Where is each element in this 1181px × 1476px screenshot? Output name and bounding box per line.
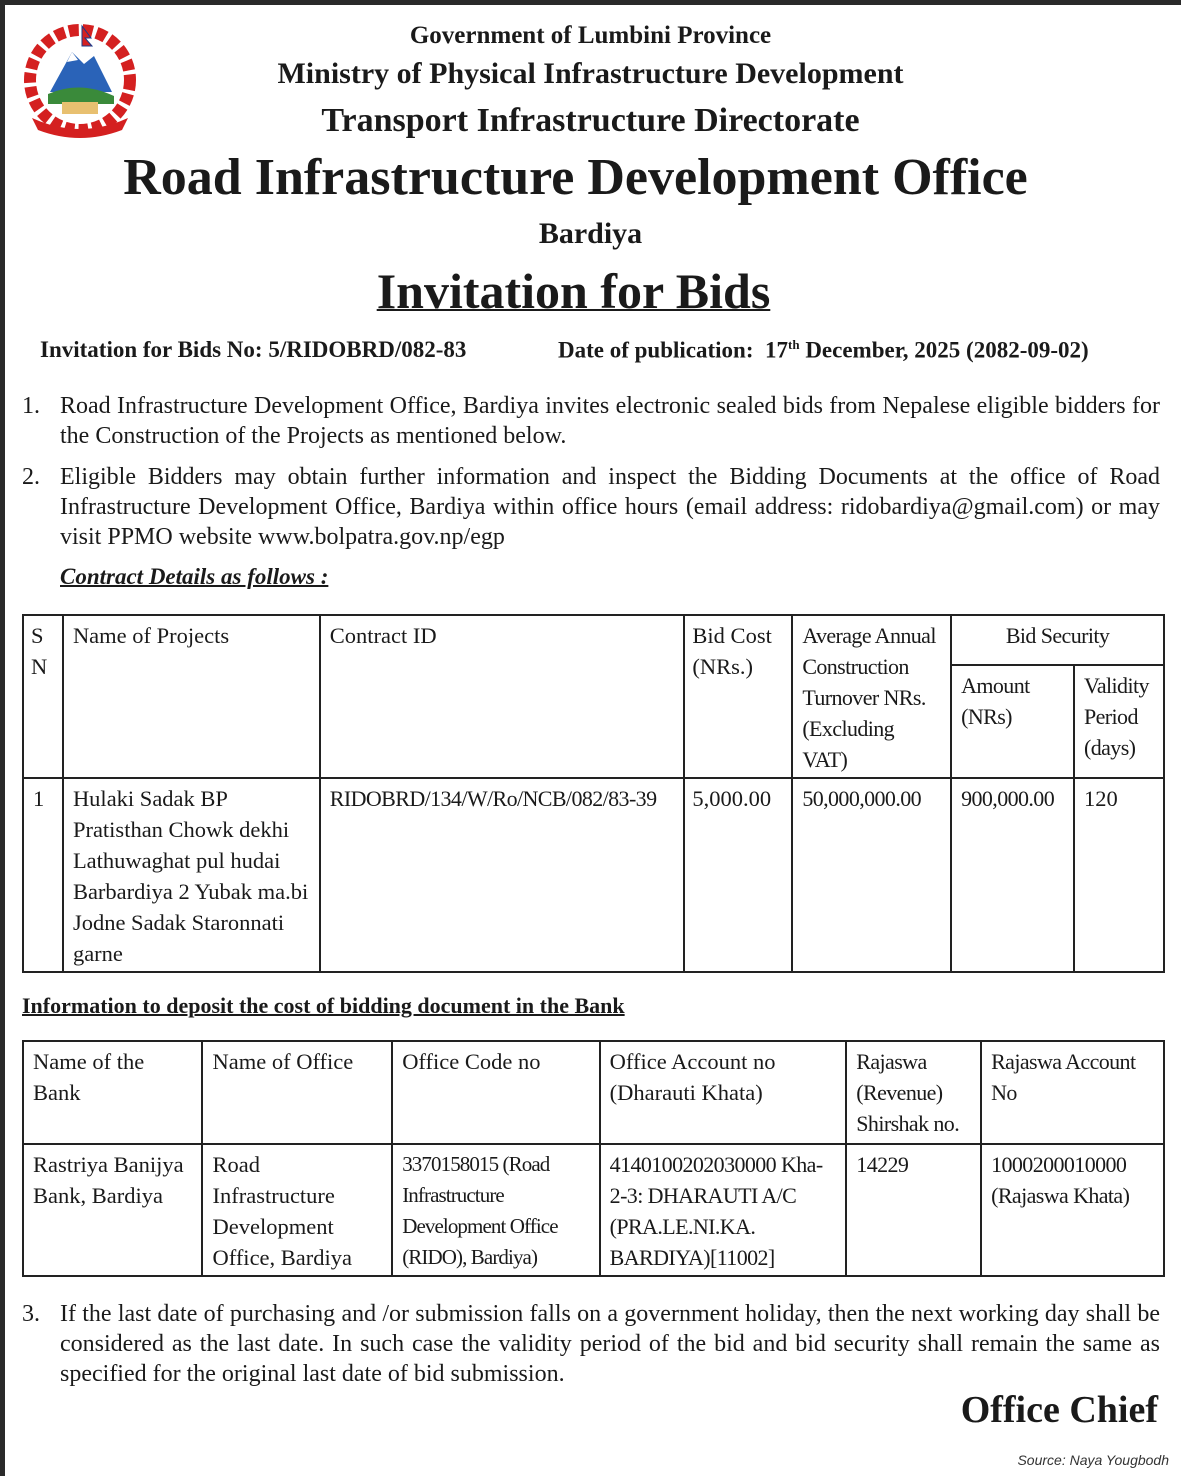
date-day: 17 (765, 337, 788, 363)
header-office-name: Name of Office (202, 1041, 392, 1144)
document-title (0, 262, 1164, 320)
title-text: Invitation for Bids (376, 263, 771, 319)
header-rajaswa-account: Rajaswa Account No (981, 1041, 1164, 1144)
header-bank-name: Name of the Bank (23, 1041, 202, 1144)
cell-office-code: 3370158015 (Road Infrastructure Development Office (RIDO), Bardiya) (392, 1144, 599, 1276)
date-suffix: th (788, 337, 800, 352)
header-contract-id: Contract ID (320, 615, 685, 778)
date-label: Date of publication: (558, 337, 754, 363)
header-project-name: Name of Projects (63, 615, 320, 778)
table-row (23, 778, 1164, 972)
cell-amount: 900,000.00 (951, 778, 1074, 972)
cell-rajaswa-account: 1000200010000 (Rajaswa Khata) (981, 1144, 1164, 1276)
frame-border-top (0, 0, 1181, 5)
ministry-name: Ministry of Physical Infrastructure Development (277, 57, 904, 90)
cell-bank-name: Rastriya Banijya Bank, Bardiya (23, 1144, 202, 1276)
office-location: Bardiya (538, 217, 643, 250)
directorate-name: Transport Infrastructure Directorate (321, 102, 860, 139)
paragraph-1-number: 1. (22, 393, 40, 419)
paragraph-3-number: 3. (22, 1301, 40, 1327)
paragraph-2-text: Eligible Bidders may obtain further information and inspect the Bidding Documents at the office of Road Infrastructure Development Office, Bardiya within office hours (email address: ridobardiya@gmail.com) or may visit PPMO website (60, 464, 1160, 550)
bank-table (22, 1040, 1165, 1277)
header-sn: S N (23, 615, 63, 778)
header-office-code: Office Code no (392, 1041, 599, 1144)
header-amount: Amount (NRs) (951, 665, 1074, 778)
cell-turnover: 50,000,000.00 (792, 778, 951, 972)
cell-bid-cost: 5,000.00 (684, 778, 792, 972)
contract-table (22, 614, 1165, 973)
bank-info-heading (22, 993, 625, 1019)
bank-heading-text: Information to deposit the cost of bidding document in the Bank (22, 993, 625, 1018)
cell-office-name: Road Infrastructure Development Office, Bardiya (202, 1144, 392, 1276)
source-credit: Source: Naya Yougbodh (1017, 1452, 1169, 1468)
cell-revenue-shirshak: 14229 (846, 1144, 981, 1276)
header-bid-cost: Bid Cost (NRs.) (684, 615, 792, 778)
header-bid-security: Bid Security (951, 615, 1164, 665)
cell-contract-id: RIDOBRD/134/W/Ro/NCB/082/83-39 (320, 778, 685, 972)
cell-project-name: Hulaki Sadak BP Pratisthan Chowk dekhi Lathuwaghat pul hudai Barbardiya 2 Yubak ma.bi Jodne Sadak Staronnati garne (63, 778, 320, 972)
contract-details-heading (60, 564, 328, 590)
paragraph-2 (60, 462, 1160, 552)
header-office-account: Office Account no (Dharauti Khata) (600, 1041, 847, 1144)
header-revenue-shirshak: Rajaswa (Revenue) Shirshak no. (846, 1041, 981, 1144)
ppmo-website-link[interactable]: www.bolpatra.gov.np/egp (258, 524, 505, 550)
bid-number: Invitation for Bids No: 5/RIDOBRD/082-83 (40, 337, 467, 362)
paragraph-2-number: 2. (22, 464, 40, 490)
table-row (23, 1144, 1164, 1276)
header-turnover: Average Annual Construction Turnover NRs. (Excluding VAT) (792, 615, 951, 778)
paragraph-3: If the last date of purchasing and /or submission falls on a government holiday, then the next working day shall be considered as the last date. In such case the validity period of the bid and bid security shall remain the same as specified for the original last date of bid submission. (60, 1301, 1160, 1387)
date-rest: December, 2025 (2082-09-02) (805, 337, 1089, 363)
cell-office-account: 4140100202030000 Kha-2-3: DHARAUTI A/C (PRA.LE.NI.KA. BARDIYA)[11002] (600, 1144, 847, 1276)
contract-heading-text: Contract Details as follows : (60, 564, 329, 589)
government-name: Government of Lumbini Province (409, 22, 772, 49)
paragraph-1: Road Infrastructure Development Office, Bardiya invites electronic sealed bids from Nepalese eligible bidders for the Construction of the Projects as mentioned below. (60, 393, 1160, 449)
cell-sn: 1 (23, 778, 63, 972)
cell-validity: 120 (1074, 778, 1164, 972)
publication-date (558, 337, 1089, 364)
header-validity: Validity Period (days) (1074, 665, 1164, 778)
signature-office-chief: Office Chief (960, 1389, 1158, 1431)
office-name: Road Infrastructure Development Office (123, 149, 1028, 206)
